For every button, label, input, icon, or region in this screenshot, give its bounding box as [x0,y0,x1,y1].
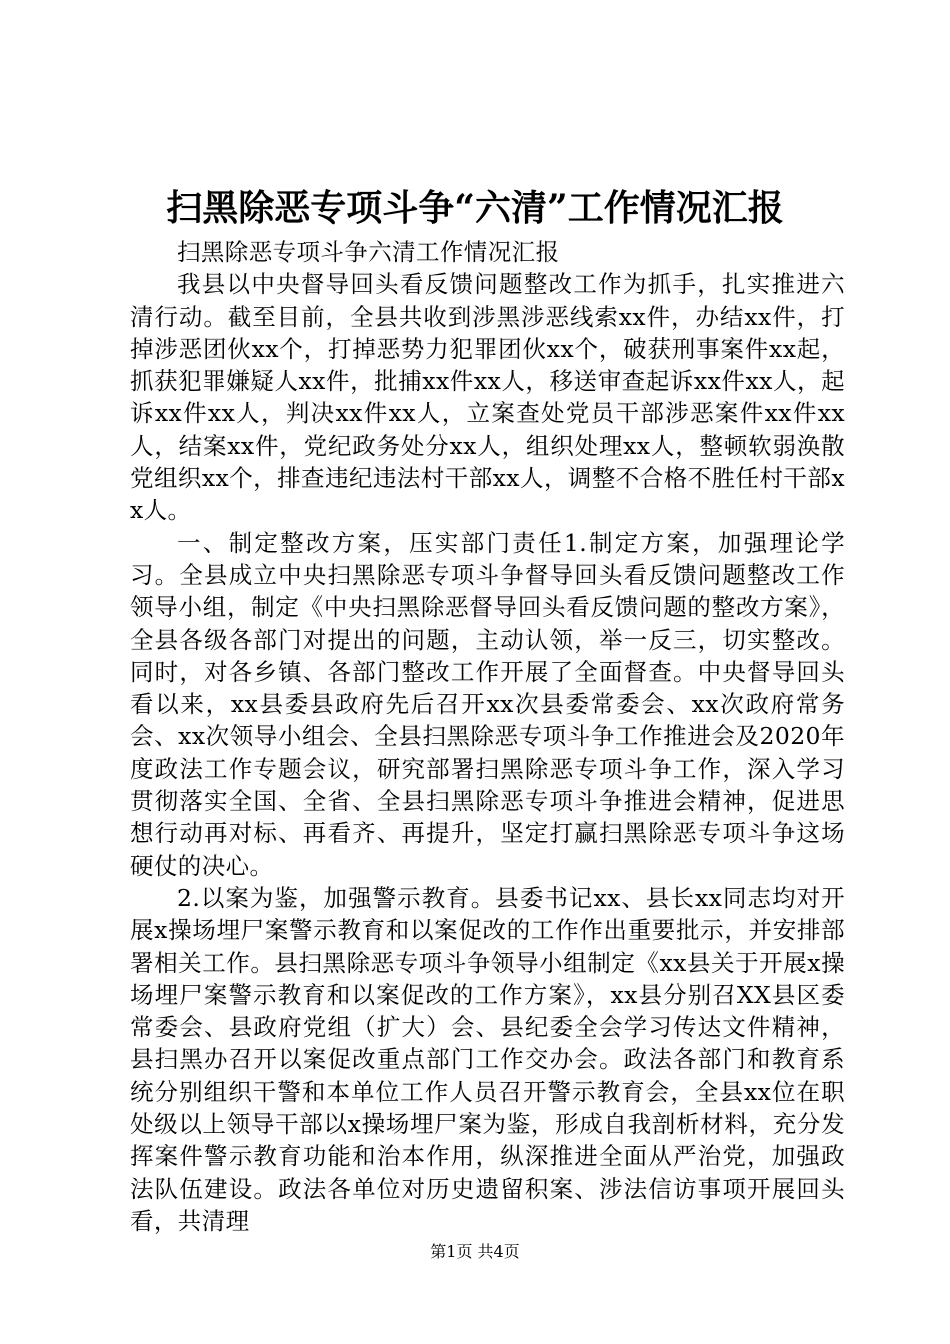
page-number-footer: 第1页 共4页 [430,1242,520,1261]
paragraph-subtitle: 扫黑除恶专项斗争六清工作情况汇报 [177,238,560,266]
document-title: 扫黑除恶专项斗争“六清”工作情况汇报 [166,187,784,229]
document-body [130,236,845,1237]
paragraph-section-one: 一、制定整改方案，压实部门责任1.制定方案，加强理论学习。全县成立中央扫黑除恶专项斗争督导回头看反馈问题整改工作领导小组，制定《中央扫黑除恶督导回头看反馈问题的整改方案》，全县各级各部门对提出的问题，主动认领，举一反三，切实整改。同时，对各乡镇、各部门整改工作开展了全面督查。中央督导回头看以来，xx县委县政府先后召开xx次县委常委会、xx次政府常务会、xx次领导小组会、全县扫黑除恶专项斗争工作推进会及2020年度政法工作专题会议，研究部署扫黑除恶专项斗争工作，深入学习贯彻落实全国、全省、全县扫黑除恶专项斗争推进会精神，促进思想行动再对标、再看齐、再提升，坚定打赢扫黑除恶专项斗争这场硬仗的决心。 [130,528,845,880]
paragraph-summary: 我县以中央督导回头看反馈问题整改工作为抓手，扎实推进六清行动。截至目前，全县共收到涉黑涉恶线索xx件，办结xx件，打掉涉恶团伙xx个，打掉恶势力犯罪团伙xx个，破获刑事案件xx起，抓获犯罪嫌疑人xx件，批捕xx件xx人，移送审查起诉xx件xx人，起诉xx件xx人，判决xx件xx人，立案查处党员干部涉恶案件xx件xx人，结案xx件，党纪政务处分xx人，组织处理xx人，整顿软弱涣散党组织xx个，排查违纪违法村干部xx人，调整不合格不胜任村干部xx人。 [130,270,845,525]
paragraph-section-two: 2.以案为鉴，加强警示教育。县委书记xx、县长xx同志均对开展x操场埋尸案警示教育和以案促改的工作作出重要批示，并安排部署相关工作。县扫黑除恶专项斗争领导小组制定《xx县关于开展x操场埋尸案警示教育和以案促改的工作方案》，xx县分别召XX县区委常委会、县政府党组（扩大）会、县纪委全会学习传达文件精神，县扫黑办召开以案促改重点部门工作交办会。政法各部门和教育系统分别组织干警和本单位工作人员召开警示教育会，全县xx位在职处级以上领导干部以x操场埋尸案为鉴，形成自我剖析材料，充分发挥案件警示教育功能和治本作用，纵深推进全面从严治党，加强政法队伍建设。政法各单位对历史遗留积案、涉法信访事项开展回头看，共清理 [130,883,845,1235]
